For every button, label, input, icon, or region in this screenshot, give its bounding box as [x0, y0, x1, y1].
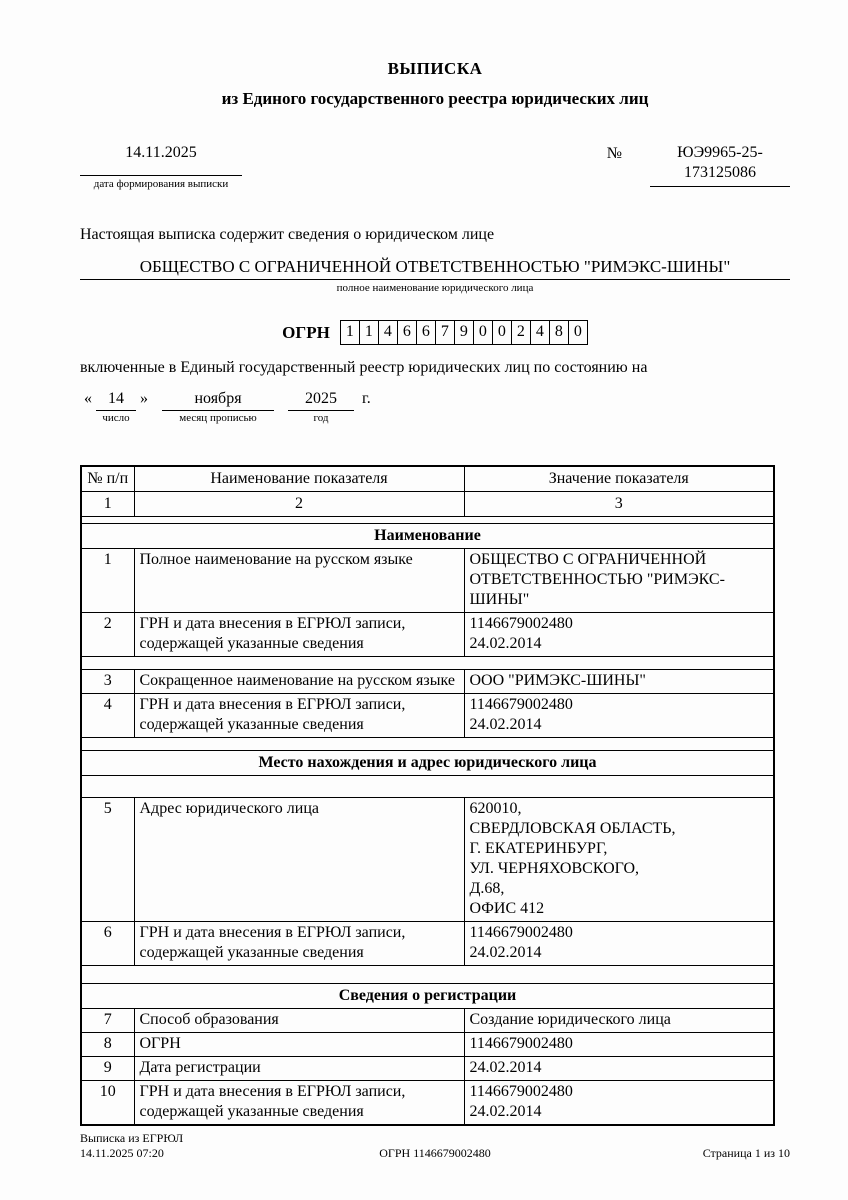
- table-row: [81, 613, 774, 657]
- as-of-year: 2025: [288, 389, 354, 411]
- indicator-value-cell: [464, 1009, 774, 1033]
- document-number-line1: ЮЭ9965-25-: [677, 143, 763, 161]
- document-title: ВЫПИСКА: [387, 59, 483, 78]
- indicator-value-line: 24.02.2014: [469, 716, 542, 734]
- row-number-cell: 3: [81, 670, 134, 694]
- indicator-value-cell: [464, 1057, 774, 1081]
- ogrn-label: ОГРН: [282, 322, 330, 342]
- indicator-value-cell: [464, 613, 774, 657]
- row-number-cell: 8: [81, 1033, 134, 1057]
- ogrn-digit-boxes: [340, 320, 588, 345]
- footer-page-number: Страница 1 из 10: [702, 1146, 791, 1160]
- indicator-value-line: Г. ЕКАТЕРИНБУРГ,: [469, 840, 608, 858]
- header-indicator-value: Значение показателя: [464, 466, 774, 492]
- number-sign-label: №: [606, 144, 622, 162]
- ogrn-digit-box: 4: [378, 320, 398, 345]
- indicator-value-line: 24.02.2014: [469, 1103, 542, 1121]
- company-name: ОБЩЕСТВО С ОГРАНИЧЕННОЙ ОТВЕТСТВЕННОСТЬЮ "РИМЭКС-ШИНЫ": [80, 256, 790, 280]
- section-header: Сведения о регистрации: [81, 984, 774, 1009]
- ogrn-digit-box: 8: [549, 320, 569, 345]
- row-number-cell: 10: [81, 1081, 134, 1126]
- ogrn-digit-box: 4: [530, 320, 550, 345]
- indicator-value-line: СВЕРДЛОВСКАЯ ОБЛАСТЬ,: [469, 820, 676, 838]
- close-quote: »: [140, 389, 148, 407]
- spacer-cell: [81, 776, 774, 798]
- formation-date-value: 14.11.2025: [80, 143, 242, 176]
- indicator-name-cell: Адрес юридического лица: [134, 798, 464, 922]
- ogrn-digit-box: 0: [492, 320, 512, 345]
- table-row: [81, 1081, 774, 1126]
- indicator-name-cell: ГРН и дата внесения в ЕГРЮЛ записи, содержащей указанные сведения: [134, 922, 464, 966]
- indicator-value-line: 1146679002480: [469, 1083, 573, 1101]
- table-section-row: [81, 524, 774, 549]
- indicator-value-line: 1146679002480: [469, 924, 573, 942]
- document-number-value: [650, 143, 790, 187]
- indicator-name-cell: ГРН и дата внесения в ЕГРЮЛ записи, содержащей указанные сведения: [134, 613, 464, 657]
- header-indicator-name: Наименование показателя: [134, 466, 464, 492]
- formation-date-caption: дата формирования выписки: [93, 177, 229, 190]
- indicator-value-line: 1146679002480: [469, 696, 573, 714]
- table-row: [81, 1057, 774, 1081]
- formation-date-block: [80, 143, 242, 191]
- spacer-cell: [81, 517, 774, 524]
- indicator-value-line: 1146679002480: [469, 1035, 573, 1053]
- table-spacer-row: [81, 657, 774, 670]
- as-of-day: 14: [96, 389, 136, 411]
- indicator-value-line: 1146679002480: [469, 615, 573, 633]
- table-column-numbers-row: [81, 492, 774, 517]
- indicator-name-cell: ГРН и дата внесения в ЕГРЮЛ записи, содержащей указанные сведения: [134, 1081, 464, 1126]
- document-subtitle: из Единого государственного реестра юридических лиц: [221, 89, 649, 109]
- column-number-3: 3: [464, 492, 774, 517]
- table-row: [81, 1009, 774, 1033]
- table-spacer-row: [81, 966, 774, 984]
- row-number-cell: 6: [81, 922, 134, 966]
- table-spacer-row: [81, 517, 774, 524]
- as-of-year-caption: год: [313, 411, 329, 424]
- section-header: Место нахождения и адрес юридического лица: [81, 751, 774, 776]
- ogrn-digit-box: 0: [568, 320, 588, 345]
- as-of-day-unit: [96, 389, 136, 426]
- indicator-value-line: 24.02.2014: [469, 1059, 542, 1077]
- table-section-row: [81, 984, 774, 1009]
- as-of-date-row: [80, 389, 790, 426]
- indicator-name-cell: Дата регистрации: [134, 1057, 464, 1081]
- indicator-value-line: 24.02.2014: [469, 635, 542, 653]
- indicator-name-cell: Сокращенное наименование на русском языке: [134, 670, 464, 694]
- indicator-value-cell: [464, 798, 774, 922]
- table-section-row: [81, 751, 774, 776]
- indicator-value-line: Д.68,: [469, 880, 505, 898]
- indicator-value-line: ОБЩЕСТВО С ОГРАНИЧЕННОЙ ОТВЕТСТВЕННОСТЬЮ "РИМЭКС-ШИНЫ": [469, 551, 725, 609]
- ogrn-digit-box: 0: [473, 320, 493, 345]
- footer-timestamp: 14.11.2025 07:20: [80, 1146, 164, 1160]
- indicator-value-cell: [464, 1033, 774, 1057]
- table-row: [81, 670, 774, 694]
- indicator-value-cell: [464, 1081, 774, 1126]
- row-number-cell: 5: [81, 798, 134, 922]
- row-number-cell: 7: [81, 1009, 134, 1033]
- footer-doc-type: Выписка из ЕГРЮЛ: [80, 1131, 184, 1145]
- included-line: включенные в Единый государственный реестр юридических лиц по состоянию на: [80, 358, 648, 376]
- footer-left: [80, 1131, 317, 1161]
- indicator-value-cell: [464, 922, 774, 966]
- indicator-value-line: 24.02.2014: [469, 944, 542, 962]
- indicator-value-cell: [464, 694, 774, 738]
- table-row: [81, 1033, 774, 1057]
- table-spacer-row: [81, 738, 774, 751]
- column-number-1: 1: [81, 492, 134, 517]
- table-row: [81, 922, 774, 966]
- as-of-month-unit: [162, 389, 274, 426]
- ogrn-digit-box: 6: [397, 320, 417, 345]
- ogrn-digit-box: 1: [359, 320, 379, 345]
- indicators-table: [80, 465, 775, 1126]
- row-number-cell: 4: [81, 694, 134, 738]
- spacer-cell: [81, 657, 774, 670]
- ogrn-digit-box: 2: [511, 320, 531, 345]
- row-number-cell: 2: [81, 613, 134, 657]
- indicator-value-cell: [464, 549, 774, 613]
- ogrn-digit-box: 9: [454, 320, 474, 345]
- page-footer: [80, 1131, 790, 1161]
- spacer-cell: [81, 738, 774, 751]
- spacer-cell: [81, 966, 774, 984]
- table-row: [81, 798, 774, 922]
- as-of-day-caption: число: [102, 411, 130, 424]
- header-row-number: № п/п: [81, 466, 134, 492]
- indicator-value-line: 620010,: [469, 800, 522, 818]
- ogrn-row: [80, 320, 790, 345]
- indicator-name-cell: Полное наименование на русском языке: [134, 549, 464, 613]
- indicator-value-line: Создание юридического лица: [469, 1011, 671, 1029]
- row-number-cell: 1: [81, 549, 134, 613]
- row-number-cell: 9: [81, 1057, 134, 1081]
- indicator-value-cell: [464, 670, 774, 694]
- indicator-name-cell: Способ образования: [134, 1009, 464, 1033]
- ogrn-digit-box: 7: [435, 320, 455, 345]
- table-row: [81, 694, 774, 738]
- indicator-name-cell: ГРН и дата внесения в ЕГРЮЛ записи, содержащей указанные сведения: [134, 694, 464, 738]
- as-of-month: ноября: [162, 389, 274, 411]
- as-of-suffix: г.: [362, 389, 371, 407]
- document-number-block: [607, 143, 790, 191]
- document-number-line2: 173125086: [684, 163, 756, 181]
- company-name-caption: полное наименование юридического лица: [336, 281, 534, 294]
- indicator-value-line: ОФИС 412: [469, 900, 545, 918]
- ogrn-digit-box: 1: [340, 320, 360, 345]
- indicator-value-line: ООО "РИМЭКС-ШИНЫ": [469, 672, 646, 690]
- intro-line: Настоящая выписка содержит сведения о юридическом лице: [80, 225, 495, 243]
- indicator-name-cell: ОГРН: [134, 1033, 464, 1057]
- meta-row: [80, 143, 790, 191]
- as-of-month-caption: месяц прописью: [179, 411, 257, 424]
- indicator-value-line: УЛ. ЧЕРНЯХОВСКОГО,: [469, 860, 640, 878]
- table-spacer-row: [81, 776, 774, 798]
- column-number-2: 2: [134, 492, 464, 517]
- table-header-row: [81, 466, 774, 492]
- ogrn-digit-box: 6: [416, 320, 436, 345]
- open-quote: «: [84, 389, 92, 407]
- footer-ogrn: ОГРН 1146679002480: [379, 1146, 491, 1160]
- as-of-year-unit: [288, 389, 354, 426]
- section-header: Наименование: [81, 524, 774, 549]
- table-row: [81, 549, 774, 613]
